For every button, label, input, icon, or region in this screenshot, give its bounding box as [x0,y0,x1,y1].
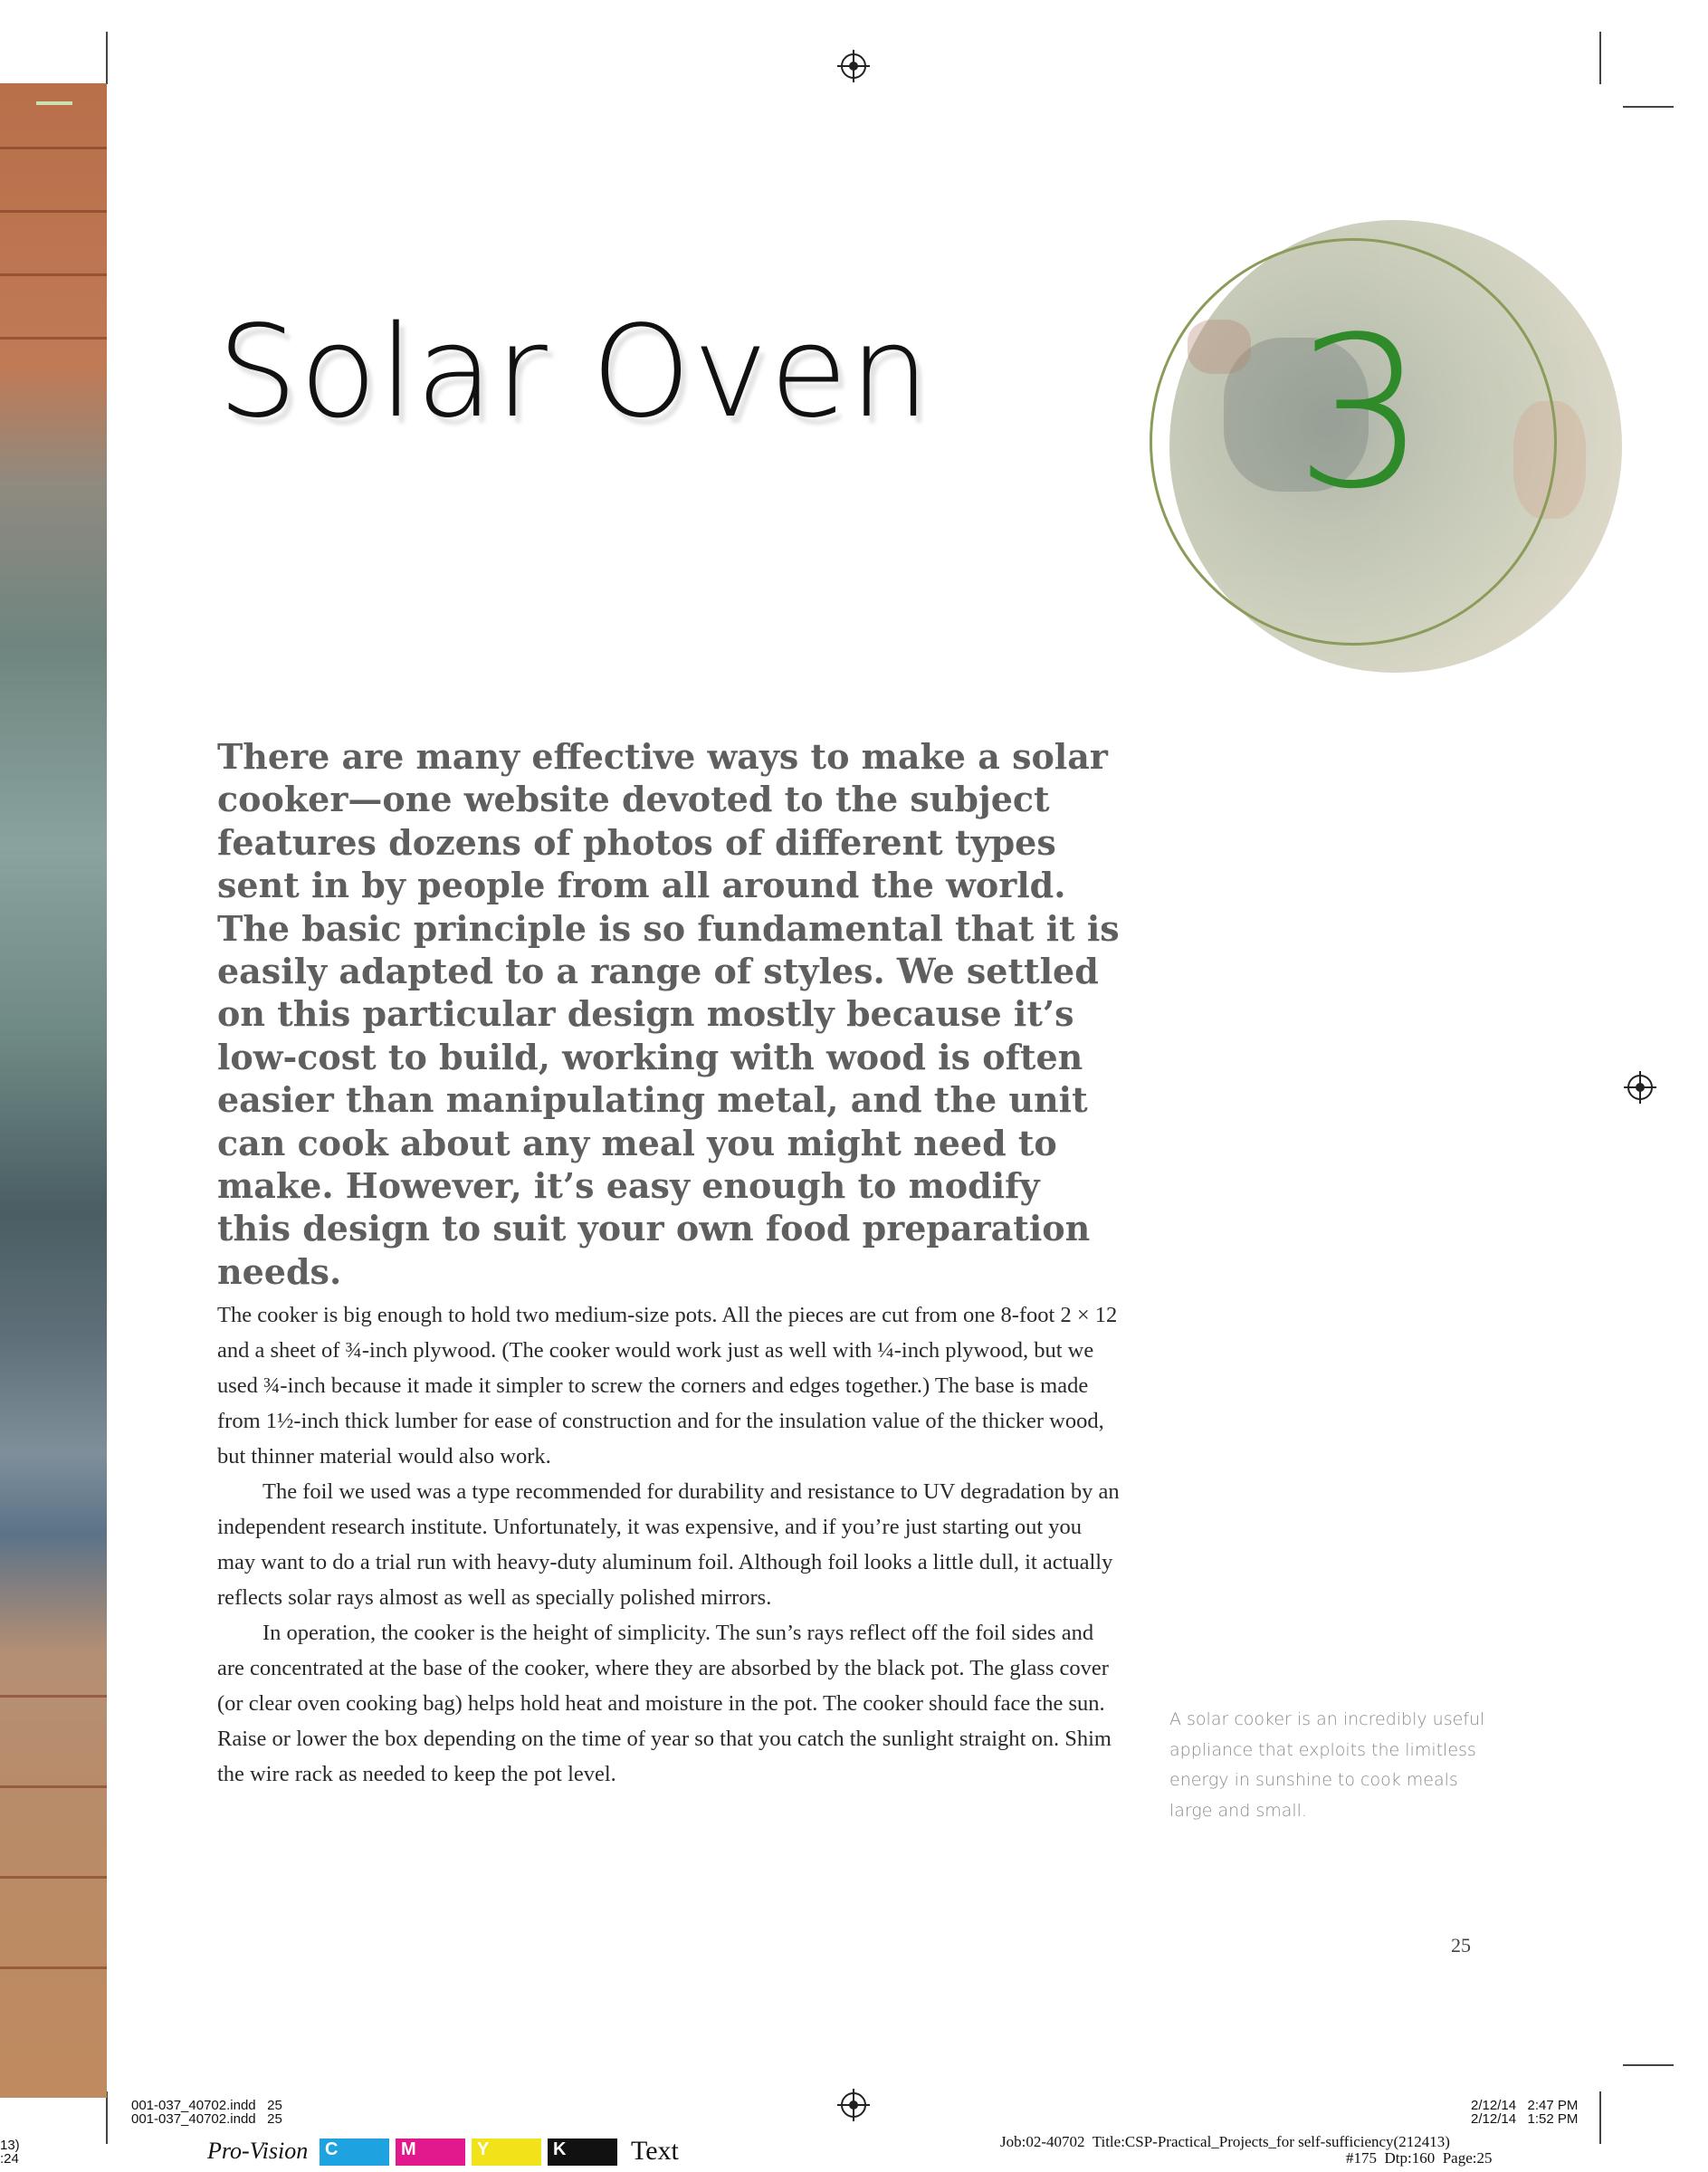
crop-mark [1623,106,1674,108]
swatch-label: C [325,2139,339,2159]
photo-highlight [36,101,72,105]
slug-date-line-2: 2/12/14 1:52 PM [1471,2111,1579,2127]
page-number: 25 [1451,1934,1471,1957]
registration-mark-top [841,53,866,79]
crop-mark [1599,32,1601,84]
slug-file-line-1: 001-037_40702.indd 25 [131,2098,282,2113]
slug-date-line-1: 2/12/14 2:47 PM [1471,2098,1579,2113]
slug-file-line-2: 001-037_40702.indd 25 [131,2111,282,2127]
swatch-black [548,2139,617,2166]
brick-line [0,273,107,276]
slug-left-edge-2: :24 [0,2151,19,2167]
crop-mark [106,32,108,84]
swatch-magenta [396,2139,465,2166]
brick-line [0,1695,107,1698]
plate-text-label: Text [631,2136,679,2166]
crop-mark [106,2091,108,2144]
swatch-yellow [472,2139,541,2166]
slug-job-line: Job:02-40702 Title:CSP-Practical_Projects_for self-sufficiency(212413) [1000,2133,1450,2150]
intro-paragraph: There are many effective ways to make a solar cooker—one website devoted to the subject features dozens of photos of different types sent in by people from all around the world. The basic principle is so fundamental that it is easily adapted to a range of styles. We settled on this particular design mostly because it’s low-cost to build, working with wood is often easier than manipulating metal, and the unit can cook about any meal you might need to make. However, it’s easy enough to modify this design to suit your own food preparation needs. [217,736,1120,1292]
body-paragraph: In operation, the cooker is the height of simplicity. The sun’s rays reflect off the foil sides and are concentrated at the base of the cooker, where they are absorbed by the black pot. The glass cover (or clear oven cooking bag) helps hold heat and moisture in the pot. The cooker should face the sun. Raise or lower the box depending on the time of year so that you catch the sunlight straight on. Shim the wire rack as needed to keep the pot level. [217,1621,1112,1786]
brick-line [0,1785,107,1788]
brick-line [0,1876,107,1879]
swatch-label: Y [477,2139,490,2159]
brick-line [0,147,107,149]
registration-mark-bottom [841,2092,866,2118]
left-bleed-photo [0,83,107,2098]
body-paragraph: The foil we used was a type recommended for durability and resistance to UV degradation by an independent research institute. Unfortunately, it was expensive, and if you’re just starting out you may want to do a trial run with heavy-duty aluminum foil. Although foil looks a little dull, it actually reflects solar rays almost as well as specially polished mirrors. [217,1479,1120,1610]
photo-caption: A solar cooker is an incredibly useful appliance that exploits the limitless energy in sunshine to cook meals large and small. [1169,1709,1485,1821]
brand-logo: Pro-Vision [207,2138,309,2164]
brick-line [0,337,107,340]
slug-job-line-2: #175 Dtp:160 Page:25 [1346,2149,1493,2167]
body-text [217,1297,1122,1792]
brick-line [0,210,107,213]
swatch-cyan [320,2139,389,2166]
registration-mark-right [1627,1075,1653,1100]
slug-left-edge-1: 13) [0,2138,20,2153]
crop-mark [1599,2091,1601,2144]
chapter-badge [1150,220,1620,673]
swatch-label: M [401,2139,416,2159]
brick-line [0,1966,107,1969]
swatch-label: K [553,2139,567,2159]
page-title: Solar Oven [217,299,932,446]
chapter-number: 3 [1294,293,1427,535]
body-paragraph: The cooker is big enough to hold two medium-size pots. All the pieces are cut from one 8-foot 2 × 12 and a sheet of ¾-inch plywood. (The cooker would work just as well with ¼-inch plywood, but we used ¾-inch because it made it simpler to screw the corners and edges together.) The base is made from 1½-inch thick lumber for ease of construction and for the insulation value of the thicker wood, but thinner material would also work. [217,1303,1118,1469]
crop-mark [1623,2064,1674,2066]
